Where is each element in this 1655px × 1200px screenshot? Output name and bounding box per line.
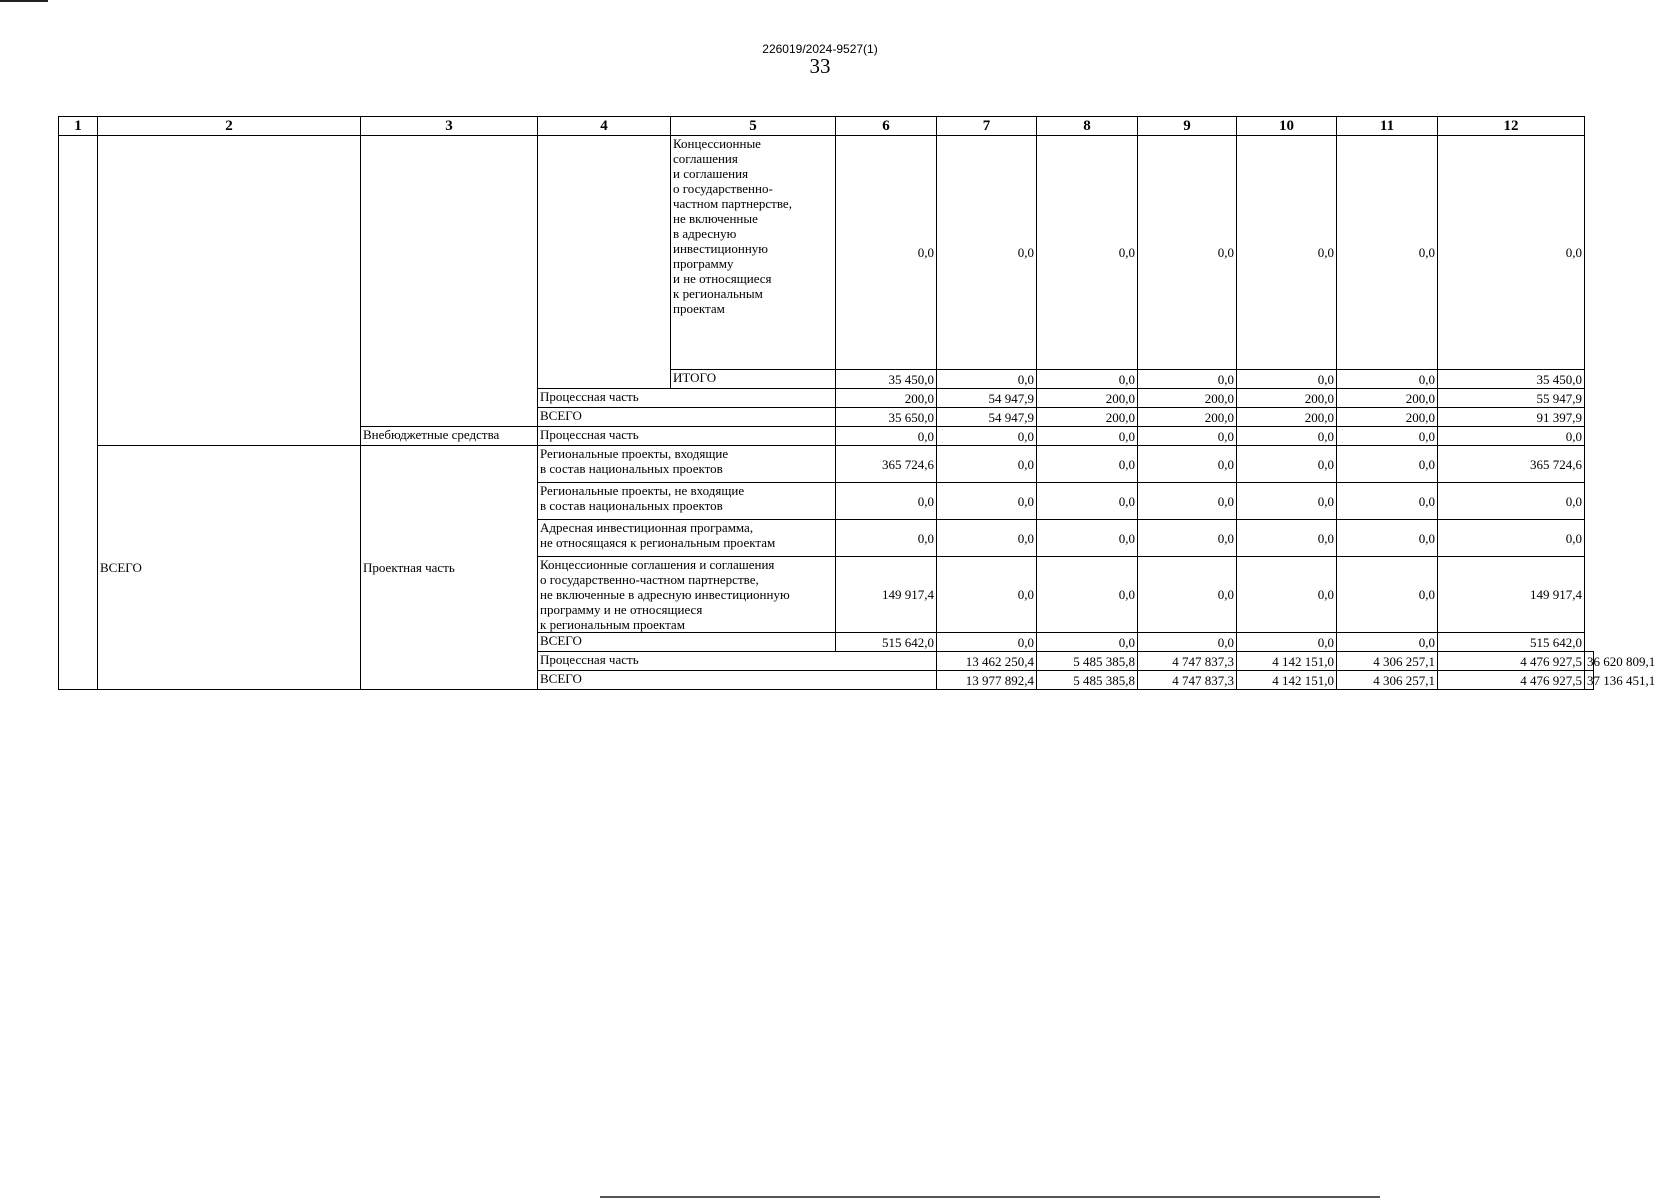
value-cell: 0,0 (1037, 520, 1138, 557)
value-cell: 0,0 (937, 633, 1037, 652)
value-cell: 0,0 (937, 427, 1037, 446)
value-cell: 0,0 (937, 483, 1037, 520)
value-cell: 0,0 (1037, 633, 1138, 652)
value-cell: 0,0 (1237, 557, 1337, 633)
value-cell: 0,0 (937, 446, 1037, 483)
value-cell: 0,0 (836, 483, 937, 520)
table-row (59, 446, 1594, 483)
value-cell: 36 620 809,1 (1585, 652, 1594, 671)
value-cell: 0,0 (937, 557, 1037, 633)
value-cell: 55 947,9 (1438, 389, 1585, 408)
funding-source-label: Внебюджетные средства (361, 427, 538, 446)
scan-edge-mark (600, 1196, 1380, 1198)
value-cell: 200,0 (1337, 389, 1438, 408)
row-label: Процессная часть (538, 652, 937, 671)
value-cell: 54 947,9 (937, 389, 1037, 408)
value-cell: 0,0 (1037, 446, 1138, 483)
value-cell: 149 917,4 (1438, 557, 1585, 633)
value-cell: 35 450,0 (1438, 370, 1585, 389)
value-cell: 200,0 (1337, 408, 1438, 427)
value-cell: 0,0 (1037, 557, 1138, 633)
row-label: Региональные проекты, не входящие в состав национальных проектов (538, 483, 836, 520)
row-label: Региональные проекты, входящие в состав национальных проектов (538, 446, 836, 483)
value-cell: 0,0 (1237, 370, 1337, 389)
column-header: 1 (59, 117, 98, 136)
row-label: ИТОГО (671, 370, 836, 389)
row-label: ВСЕГО (538, 633, 836, 652)
empty-cell (98, 136, 361, 446)
value-cell: 0,0 (1438, 427, 1585, 446)
value-cell: 0,0 (836, 520, 937, 557)
total-group-label: ВСЕГО (98, 446, 361, 690)
value-cell: 0,0 (937, 370, 1037, 389)
value-cell: 0,0 (1138, 446, 1237, 483)
empty-cell (361, 136, 538, 427)
value-cell: 0,0 (1337, 136, 1438, 370)
value-cell: 365 724,6 (1438, 446, 1585, 483)
value-cell: 0,0 (1337, 483, 1438, 520)
value-cell: 4 747 837,3 (1138, 671, 1237, 690)
value-cell: 4 476 927,5 (1438, 671, 1585, 690)
value-cell: 200,0 (1138, 408, 1237, 427)
page-number: 33 (809, 54, 831, 78)
scan-edge-mark (0, 0, 48, 2)
value-cell: 0,0 (1138, 136, 1237, 370)
empty-cell (538, 136, 671, 389)
value-cell: 4 747 837,3 (1138, 652, 1237, 671)
value-cell: 0,0 (937, 520, 1037, 557)
column-header: 9 (1138, 117, 1237, 136)
value-cell: 5 485 385,8 (1037, 652, 1138, 671)
value-cell: 91 397,9 (1438, 408, 1585, 427)
value-cell: 35 450,0 (836, 370, 937, 389)
column-number-row (59, 117, 1594, 136)
row-label: Концессионные соглашения и соглашения о государственно- частном партнерстве, не включенные в адресную инвестиционную программу и не относящиеся к региональным проектам (671, 136, 836, 370)
column-header: 3 (361, 117, 538, 136)
value-cell: 200,0 (836, 389, 937, 408)
value-cell: 0,0 (1438, 520, 1585, 557)
value-cell: 200,0 (1037, 408, 1138, 427)
column-header: 6 (836, 117, 937, 136)
value-cell: 149 917,4 (836, 557, 937, 633)
value-cell: 0,0 (1037, 136, 1138, 370)
value-cell: 0,0 (1037, 483, 1138, 520)
row-label: Процессная часть (538, 389, 836, 408)
value-cell: 0,0 (1138, 370, 1237, 389)
value-cell: 515 642,0 (836, 633, 937, 652)
value-cell: 13 462 250,4 (937, 652, 1037, 671)
value-cell: 0,0 (1337, 520, 1438, 557)
value-cell: 13 977 892,4 (937, 671, 1037, 690)
value-cell: 0,0 (1337, 633, 1438, 652)
value-cell: 365 724,6 (836, 446, 937, 483)
value-cell: 200,0 (1037, 389, 1138, 408)
value-cell: 0,0 (937, 136, 1037, 370)
column-header: 11 (1337, 117, 1438, 136)
value-cell: 35 650,0 (836, 408, 937, 427)
value-cell: 0,0 (1337, 557, 1438, 633)
value-cell: 54 947,9 (937, 408, 1037, 427)
value-cell: 37 136 451,1 (1585, 671, 1594, 690)
value-cell: 0,0 (836, 427, 937, 446)
row-label: ВСЕГО (538, 671, 937, 690)
project-part-label: Проектная часть (361, 446, 538, 690)
column-header: 12 (1438, 117, 1585, 136)
value-cell: 200,0 (1237, 389, 1337, 408)
value-cell: 4 142 151,0 (1237, 671, 1337, 690)
document-number: 226019/2024-9527(1) (762, 42, 878, 56)
value-cell: 5 485 385,8 (1037, 671, 1138, 690)
value-cell: 0,0 (1037, 427, 1138, 446)
value-cell: 0,0 (1237, 483, 1337, 520)
value-cell: 0,0 (1337, 370, 1438, 389)
value-cell: 0,0 (1337, 446, 1438, 483)
value-cell: 0,0 (1237, 136, 1337, 370)
value-cell: 0,0 (836, 136, 937, 370)
column-header: 4 (538, 117, 671, 136)
row-label: Адресная инвестиционная программа, не относящаяся к региональным проектам (538, 520, 836, 557)
value-cell: 0,0 (1438, 483, 1585, 520)
value-cell: 515 642,0 (1438, 633, 1585, 652)
column-header: 5 (671, 117, 836, 136)
value-cell: 200,0 (1138, 389, 1237, 408)
row-label: ВСЕГО (538, 408, 836, 427)
value-cell: 4 142 151,0 (1237, 652, 1337, 671)
document-header (0, 42, 1640, 79)
table-row (59, 136, 1594, 370)
value-cell: 0,0 (1138, 427, 1237, 446)
value-cell: 0,0 (1237, 427, 1337, 446)
value-cell: 0,0 (1037, 370, 1138, 389)
value-cell: 0,0 (1237, 446, 1337, 483)
column-header: 7 (937, 117, 1037, 136)
value-cell: 0,0 (1138, 520, 1237, 557)
value-cell: 0,0 (1138, 483, 1237, 520)
value-cell: 4 306 257,1 (1337, 652, 1438, 671)
column-header: 8 (1037, 117, 1138, 136)
value-cell: 200,0 (1237, 408, 1337, 427)
value-cell: 0,0 (1337, 427, 1438, 446)
value-cell: 0,0 (1138, 557, 1237, 633)
column-header: 2 (98, 117, 361, 136)
value-cell: 0,0 (1237, 520, 1337, 557)
column-header: 10 (1237, 117, 1337, 136)
budget-table (58, 116, 1655, 690)
value-cell: 4 306 257,1 (1337, 671, 1438, 690)
value-cell: 0,0 (1138, 633, 1237, 652)
value-cell: 0,0 (1438, 136, 1585, 370)
empty-cell (59, 136, 98, 690)
row-label: Процессная часть (538, 427, 836, 446)
value-cell: 4 476 927,5 (1438, 652, 1585, 671)
value-cell: 0,0 (1237, 633, 1337, 652)
row-label: Концессионные соглашения и соглашения о государственно-частном партнерстве, не включенные в адресную инвестиционную программу и не относящиеся к региональным проектам (538, 557, 836, 633)
